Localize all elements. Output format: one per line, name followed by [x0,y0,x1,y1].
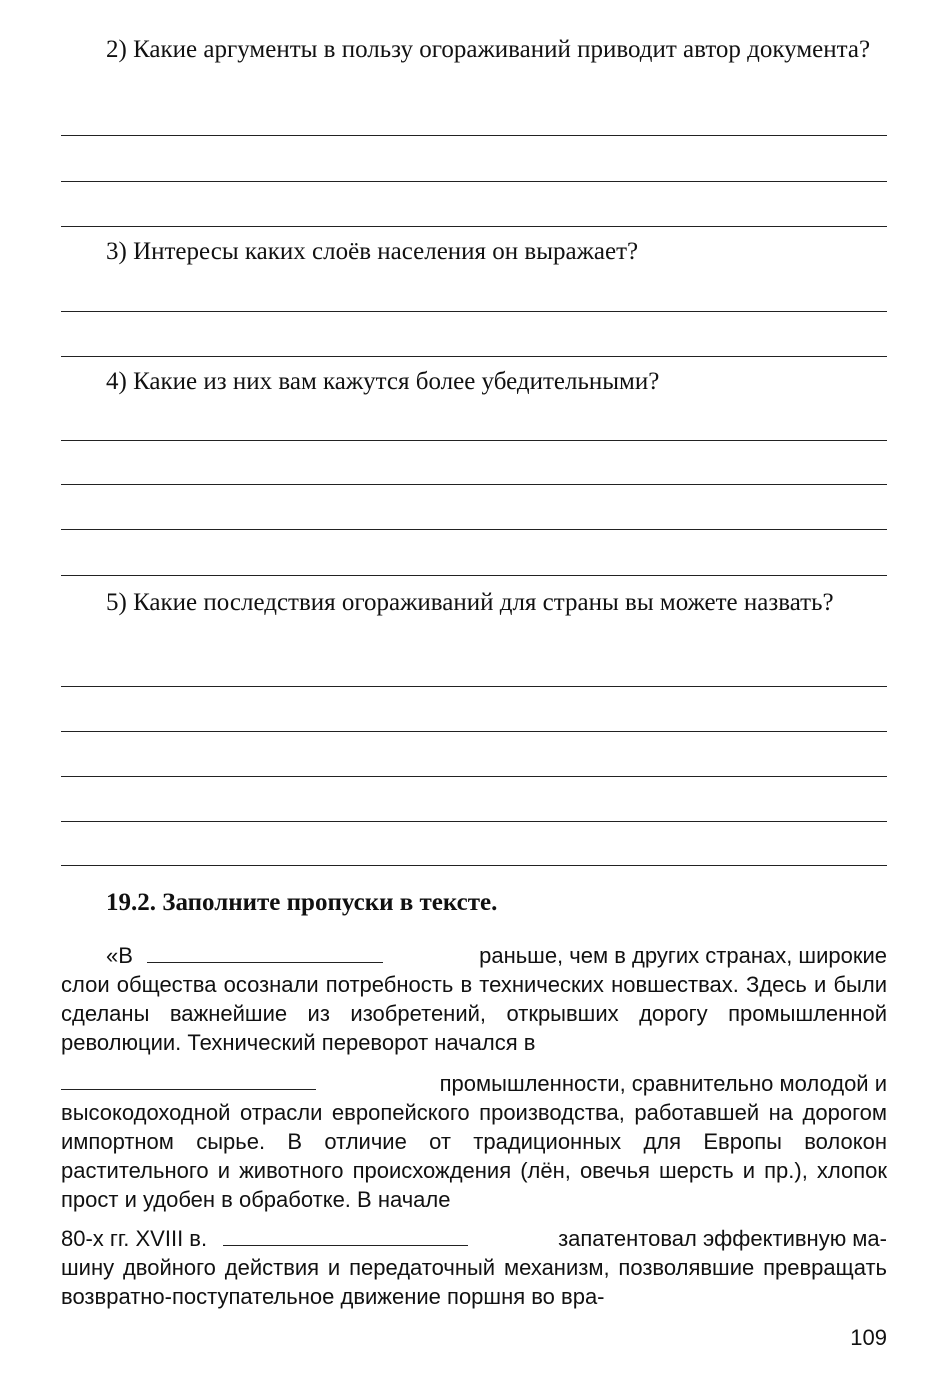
answer-line[interactable] [61,776,887,777]
question-5: 5) Какие последствия огораживаний для страны вы можете назвать? [106,589,834,616]
fill-in-blank[interactable] [223,1225,468,1246]
text-fragment: промышленности, сравнительно молодой и [439,1071,887,1096]
paragraph-text: шину двойного действия и передаточный механизм, позволявшие превращать возвратно-поступательное движение поршня во вра- [61,1255,887,1309]
answer-line[interactable] [61,529,887,530]
answer-line[interactable] [61,821,887,822]
answer-line[interactable] [61,181,887,182]
answer-line[interactable] [61,356,887,357]
text-fragment: «В [106,943,133,968]
question-2: 2) Какие аргументы в пользу огораживаний приводит автор документа? [106,36,871,63]
paragraph-3 [61,1224,887,1311]
task-heading: 19.2. Заполните пропуски в тексте. [106,889,498,916]
paragraph-line [61,1069,887,1098]
paragraph-1 [61,941,887,1057]
answer-line[interactable] [61,865,887,866]
answer-line[interactable] [61,686,887,687]
paragraph-text: слои общества осознали потребность в технических новшествах. Здесь и были сделаны важнейшие из изобретений, открывших дорогу промышленной революции. Технический переворот начался в [61,972,887,1055]
question-4: 4) Какие из них вам кажутся более убедительными? [106,368,660,395]
answer-line[interactable] [61,440,887,441]
fill-in-blank[interactable] [147,942,383,963]
answer-line[interactable] [61,575,887,576]
paragraph-line [61,941,887,970]
fill-in-blank[interactable] [61,1069,316,1090]
question-3: 3) Интересы каких слоёв населения он выражает? [106,238,639,265]
text-fragment: 80-х гг. XVIII в. [61,1226,208,1251]
answer-line[interactable] [61,135,887,136]
answer-line[interactable] [61,731,887,732]
paragraph-line [61,1224,887,1253]
answer-line[interactable] [61,226,887,227]
text-fragment: раньше, чем в других странах, широкие [479,943,887,968]
answer-line[interactable] [61,484,887,485]
paragraph-2 [61,1069,887,1214]
page-number: 109 [850,1325,887,1350]
paragraph-text: высокодоходной отрасли европейского производства, работавшей на дорогом импортном сырье. В отличие от традиционных для Европы волокон растительного и животного происхождения (лён, овечья шерсть и пр.), хлопок прост и удобен в обработке. В начале [61,1100,887,1212]
text-fragment: запатентовал эффективную ма- [558,1226,887,1251]
answer-line[interactable] [61,311,887,312]
